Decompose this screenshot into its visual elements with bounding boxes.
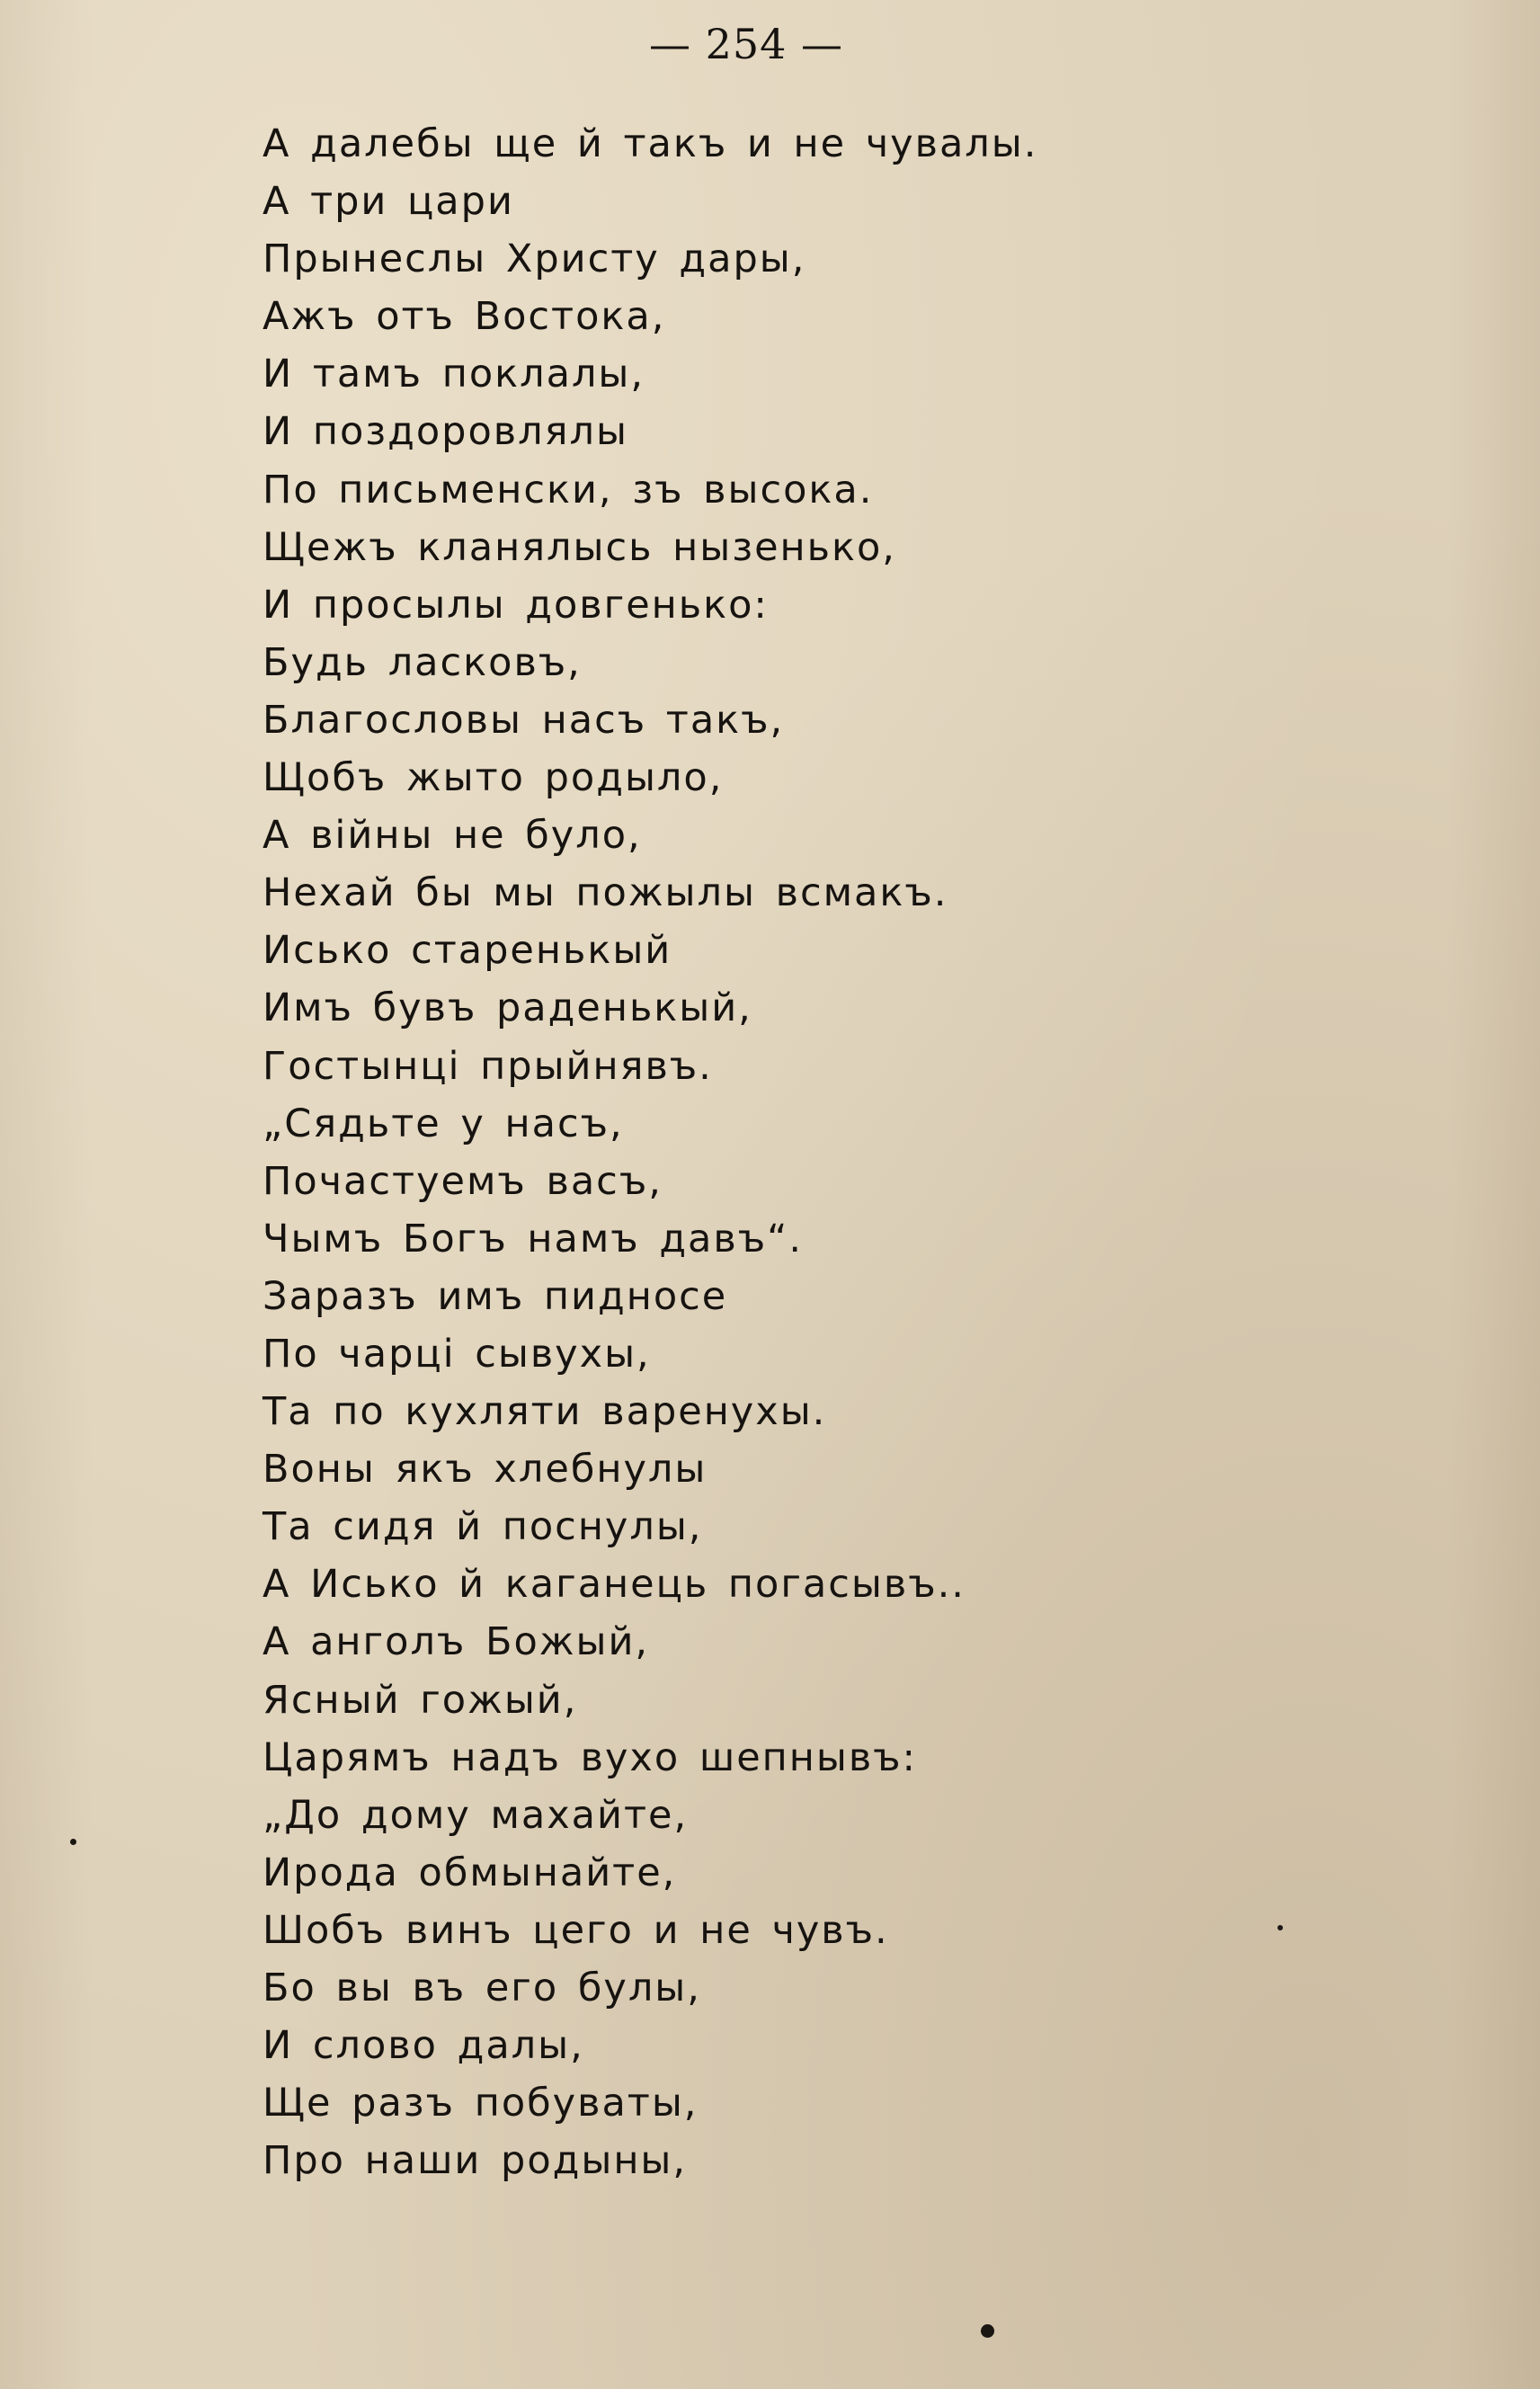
poem-line: Нехай бы мы пожылы всмакъ. [263,870,948,916]
poem-line: Про наши родыны, [263,2138,688,2184]
poem-line: Благословы насъ такъ, [263,697,785,743]
poem-line: Бо вы въ его булы, [263,1966,701,2010]
poem-line: Воны якъ хлебнулы [263,1447,708,1493]
poem-line: А далебы ще й такъ и не чувалы. [263,121,1038,166]
poem-line: И поздоровлялы [263,409,628,455]
poem-line: И тамъ поклалы, [263,352,645,397]
poem-line: Ирода обмынайте, [263,1850,677,1895]
poem-line: Ще разъ побуваты, [263,2081,699,2126]
poem-line: А анголъ Божый, [263,1619,650,1665]
poem-line: „До дому махайте, [263,1792,689,1838]
poem-text [263,115,1341,2189]
poem-line: Почастуемъ васъ, [263,1158,663,1204]
poem-line: Ясный гожый, [263,1677,578,1723]
poem-line: Заразъ имъ пидносе [263,1273,728,1319]
poem-line: Имъ бувъ раденькый, [263,985,752,1031]
poem-line: Царямъ надъ вухо шепнывъ: [263,1734,918,1780]
poem-line: По чарцi сывухы, [263,1331,651,1377]
poem-line: Шобъ винъ цего и не чувъ. [263,1907,889,1953]
poem-line: А три цари [263,179,514,225]
poem-line: Щежъ кланялысь нызенько, [263,524,896,570]
poem-line: По письменски, зъ высока. [263,467,874,513]
poem-line: Та по кухляти варенухы. [263,1389,827,1435]
poem-line: А вiйны не було, [263,813,642,859]
ink-speck [981,2324,994,2338]
poem-line: Гостынцi прыйнявъ. [263,1043,713,1089]
poem-line: Щобъ жыто родыло, [263,755,724,801]
poem-line: И просылы довгенько: [263,582,769,628]
poem-line: А Исько й каганець погасывъ.. [263,1562,966,1608]
poem-line: Прынеслы Христу дары, [263,236,806,282]
poem-line: Та сидя й поснулы, [263,1504,703,1550]
ink-speck [70,1839,76,1845]
ink-speck [1277,1925,1283,1930]
poem-line: Чымъ Богъ намъ давъ“. [263,1216,804,1261]
poem-line: „Сядьте у насъ, [263,1101,624,1146]
poem-line: Ажъ отъ Востока, [263,294,666,340]
poem-line: Исько старенькый [263,928,672,974]
poem-line: И слово далы, [263,2023,584,2069]
poem-line: Будь ласковъ, [263,639,582,685]
page-number: — 254 — [648,20,844,68]
